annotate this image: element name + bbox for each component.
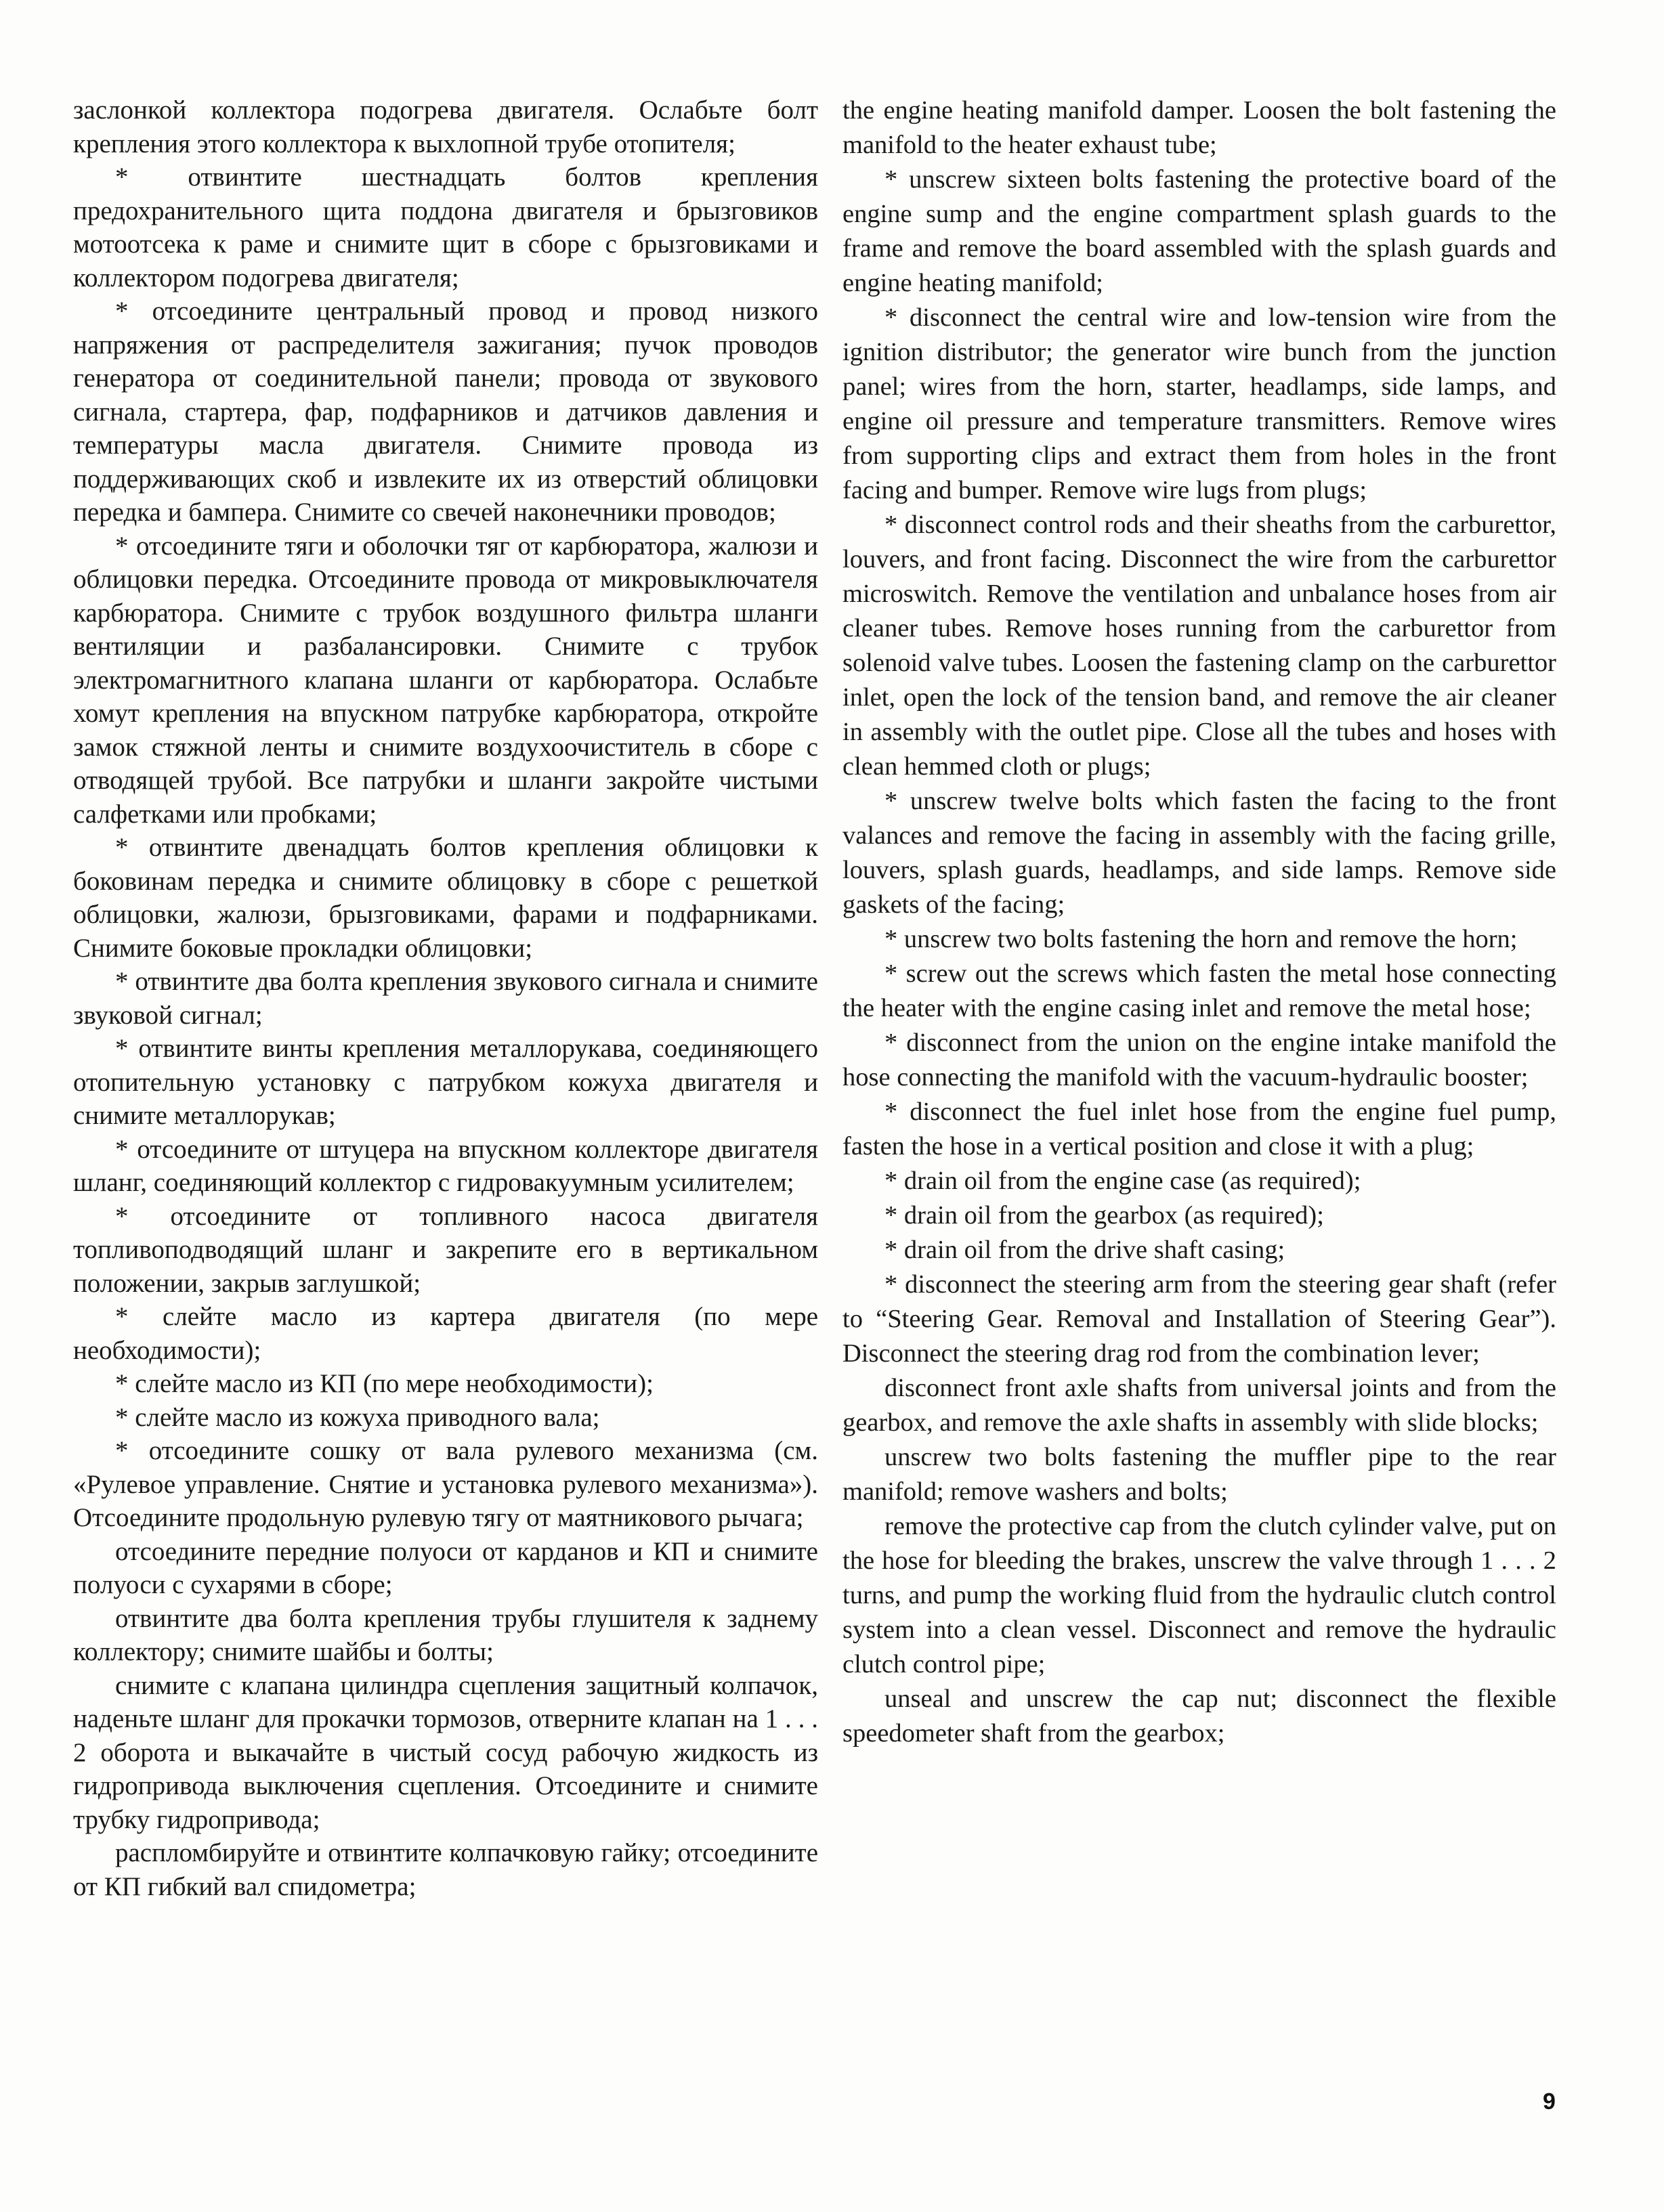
page-number: 9 (1543, 2089, 1556, 2115)
paragraph-ru-14: отсоедините передние полуоси от карданов и КП и снимите полуоси с сухарями в сборе; (73, 1536, 818, 1599)
paragraph-ru-11: * слейте масло из КП (по мере необходимости); (115, 1369, 654, 1398)
paragraph-en-13: * disconnect the steering arm from the steering gear shaft (refer to “Steering Gear. Removal and Installation of Steering Gear”). Disconnect the steering drag rod from the combination lever; (842, 1270, 1556, 1368)
paragraph-en-9: * disconnect the fuel inlet hose from the engine fuel pump, fasten the hose in a vertical position and close it with a plug; (842, 1098, 1556, 1161)
paragraph-ru-10: * слейте масло из картера двигателя (по мере необходимости); (73, 1302, 818, 1365)
paragraph-ru-4: * отсоедините тяги и оболочки тяг от карбюратора, жалюзи и облицовки передка. Отсоедините провода от микровыключателя карбюратора. Снимите с трубок воздушного фильтра шланги вентиляции и разбалансировки. Снимите с трубок электромагнитного клапана шланги от карбюратора. Ослабьте хомут крепления на впускном патрубке карбюратора, откройте замок стяжной ленты и снимите воздухоочиститель в сборе с отводящей трубой. Все патрубки и шланги закройте чистыми салфетками или пробками; (73, 531, 818, 829)
paragraph-ru-12: * слейте масло из кожуха приводного вала; (115, 1402, 600, 1432)
russian-text-column (73, 93, 818, 1903)
paragraph-ru-6: * отвинтите два болта крепления звукового сигнала и снимите звуковой сигнал; (73, 967, 818, 1030)
paragraph-en-3: * disconnect the central wire and low-tension wire from the ignition distributor; the generator wire bunch from the junction panel; wires from the horn, starter, headlamps, side lamps, and engine oil pressure and temperature transmitters. Remove wires from supporting clips and extract them from holes in the front facing and bumper. Remove wire lugs from plugs; (842, 303, 1556, 504)
paragraph-en-17: unseal and unscrew the cap nut; disconnect the flexible speedometer shaft from the gearbox; (842, 1685, 1556, 1748)
paragraph-ru-15: отвинтите два болта крепления трубы глушителя к заднему коллектору; снимите шайбы и болты; (73, 1603, 818, 1666)
paragraph-ru-3: * отсоедините центральный провод и провод низкого напряжения от распределителя зажигания; пучок проводов генератора от соединительной панели; провода от звукового сигнала, стартера, фар, подфарников и датчиков давления и температуры масла двигателя. Снимите провода из поддерживающих скоб и извлеките их из отверстий облицовки передка и бампера. Снимите со свечей наконечники проводов; (73, 297, 818, 527)
paragraph-ru-1: заслонкой коллектора подогрева двигателя. Ослабьте болт крепления этого коллектора к выхлопной трубе отопителя; (73, 95, 818, 158)
paragraph-en-2: * unscrew sixteen bolts fastening the protective board of the engine sump and the engine compartment splash guards to the frame and remove the board assembled with the splash guards and engine heating manifold; (842, 165, 1556, 297)
english-text-column (842, 93, 1556, 1751)
paragraph-en-8: * disconnect from the union on the engine intake manifold the hose connecting the manifold with the vacuum-hydraulic booster; (842, 1028, 1556, 1091)
paragraph-ru-2: * отвинтите шестнадцать болтов крепления предохранительного щита поддона двигателя и брызговиков мотоотсека к раме и снимите щит в сборе с брызговиками и коллектором подогрева двигателя; (73, 162, 818, 292)
paragraph-en-16: remove the protective cap from the clutch cylinder valve, put on the hose for bleeding the brakes, unscrew the valve through 1 . . . 2 turns, and pump the working fluid from the hydraulic clutch control system into a clean vessel. Disconnect and remove the hydraulic clutch control pipe; (842, 1512, 1556, 1678)
paragraph-en-15: unscrew two bolts fastening the muffler pipe to the rear manifold; remove washers and bolts; (842, 1443, 1556, 1506)
paragraph-ru-7: * отвинтите винты крепления металлорукава, соединяющего отопительную установку с патрубком кожуха двигателя и снимите металлорукав; (73, 1034, 818, 1130)
paragraph-en-10: * drain oil from the engine case (as required); (884, 1167, 1361, 1195)
paragraph-en-14: disconnect front axle shafts from universal joints and from the gearbox, and remove the axle shafts in assembly with slide blocks; (842, 1374, 1556, 1437)
paragraph-en-4: * disconnect control rods and their sheaths from the carburettor, louvers, and front facing. Disconnect the wire from the carburettor microswitch. Remove the ventilation and unbalance hoses from air cleaner tubes. Remove hoses running from the carburettor from solenoid valve tubes. Loosen the fastening clamp on the carburettor inlet, open the lock of the tension band, and remove the air cleaner in assembly with the outlet pipe. Close all the tubes and hoses with clean hemmed cloth or plugs; (842, 511, 1556, 781)
paragraph-ru-5: * отвинтите двенадцать болтов крепления облицовки к боковинам передка и снимите облицовку в сборе с решеткой облицовки, жалюзи, брызговиками, фарами и подфарниками. Снимите боковые прокладки облицовки; (73, 833, 818, 963)
paragraph-en-11: * drain oil from the gearbox (as required); (884, 1201, 1324, 1230)
paragraph-ru-13: * отсоедините сошку от вала рулевого механизма (см. «Рулевое управление. Снятие и установка рулевого механизма»). Отсоедините продольную рулевую тягу от маятникового рычага; (73, 1436, 818, 1532)
paragraph-ru-8: * отсоедините от штуцера на впускном коллекторе двигателя шланг, соединяющий коллектор с гидровакуумным усилителем; (73, 1134, 818, 1197)
paragraph-en-7: * screw out the screws which fasten the metal hose connecting the heater with the engine casing inlet and remove the metal hose; (842, 959, 1556, 1022)
paragraph-ru-17: распломбируйте и отвинтите колпачковую гайку; отсоедините от КП гибкий вал спидометра; (73, 1838, 818, 1901)
paragraph-en-12: * drain oil from the drive shaft casing; (884, 1236, 1285, 1264)
paragraph-en-1: the engine heating manifold damper. Loosen the bolt fastening the manifold to the heater exhaust tube; (842, 96, 1556, 159)
paragraph-en-6: * unscrew two bolts fastening the horn and remove the horn; (884, 925, 1518, 953)
paragraph-en-5: * unscrew twelve bolts which fasten the facing to the front valances and remove the facing in assembly with the facing grille, louvers, splash guards, headlamps, and side lamps. Remove side gaskets of the facing; (842, 787, 1556, 919)
paragraph-ru-9: * отсоедините от топливного насоса двигателя топливоподводящий шланг и закрепите его в вертикальном положении, закрыв заглушкой; (73, 1201, 818, 1298)
paragraph-ru-16: снимите с клапана цилиндра сцепления защитный колпачок, наденьте шланг для прокачки тормозов, отверните клапан на 1 . . . 2 оборота и выкачайте в чистый сосуд рабочую жидкость из гидропривода выключения сцепления. Отсоедините и снимите трубку гидропривода; (73, 1670, 818, 1834)
